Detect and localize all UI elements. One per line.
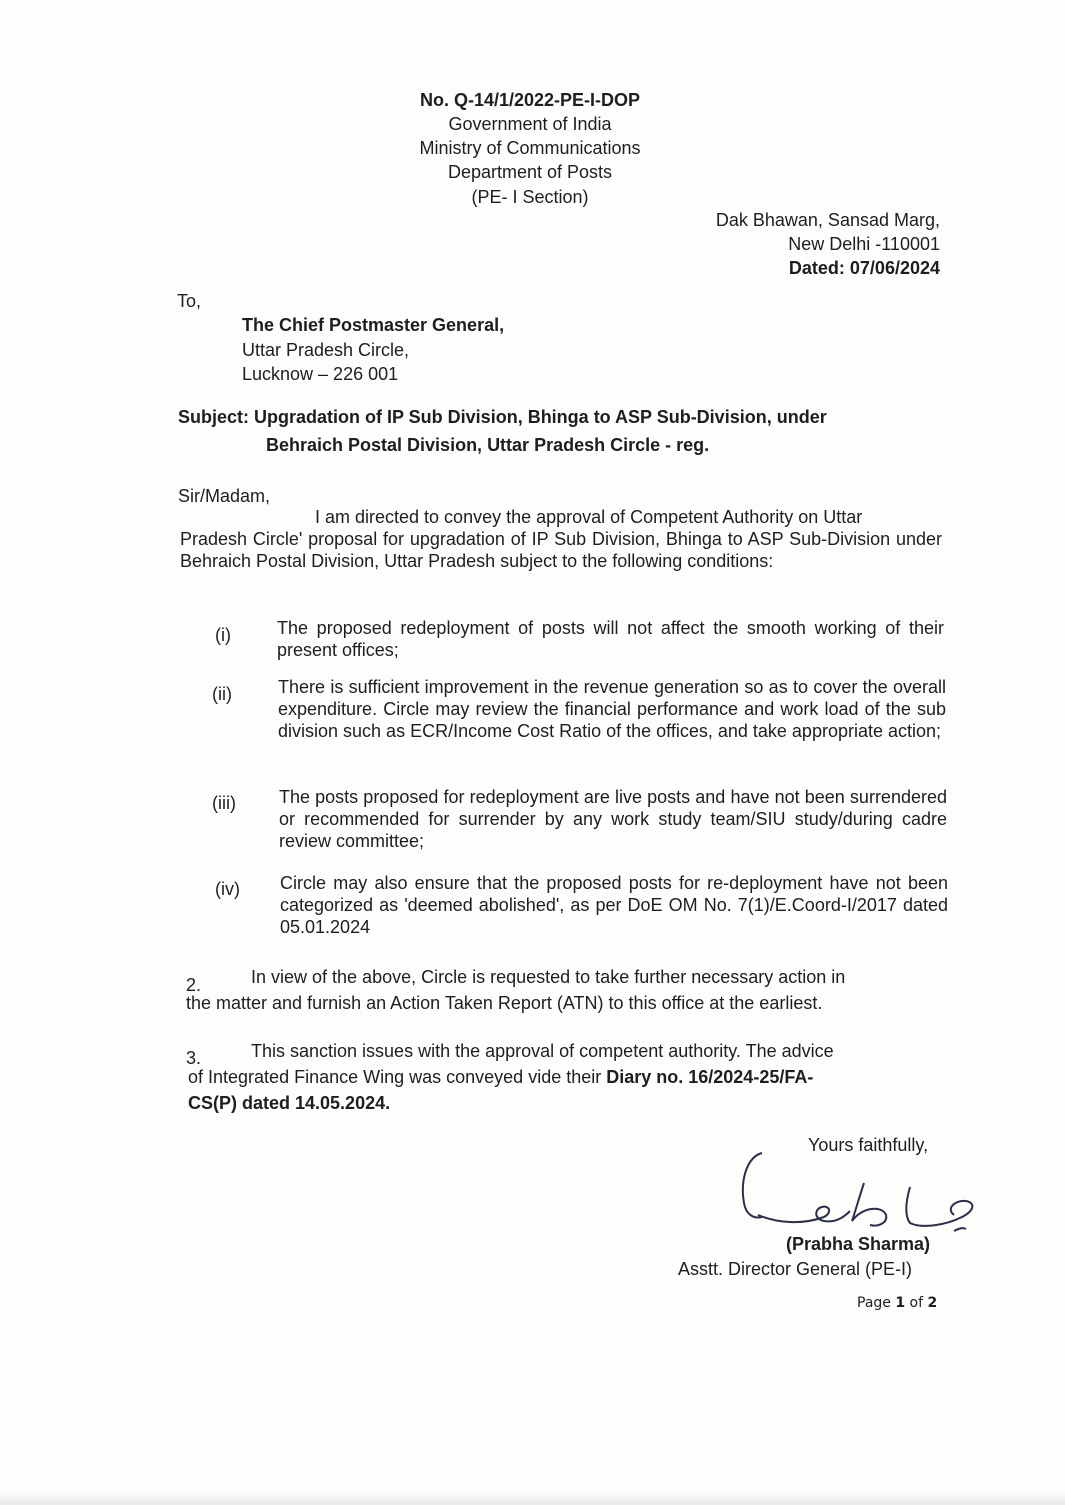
condition-text: The proposed redeployment of posts will not affect the smooth working of their present offices; [277,618,944,660]
government-line: Government of India [448,114,612,134]
recipient-line-1: Uttar Pradesh Circle, [242,340,410,360]
page-prefix: Page [857,1295,896,1311]
page-separator: of [905,1295,928,1311]
scan-edge [0,1491,1065,1505]
para-3-text: of Integrated Finance Wing was conveyed vide their [188,1067,607,1087]
signature-icon [732,1145,982,1240]
condition-number: (iii) [212,793,236,813]
subject-line-2: Behraich Postal Division, Uttar Pradesh Circle - reg. [266,435,710,455]
page-number [857,1295,937,1311]
condition-text: Circle may also ensure that the proposed posts for re-deployment have not been categorized as 'deemed abolished', as per DoE OM No. 7(1)/E.Coord-I/2017 dated 05.01.2024 [280,873,948,937]
diary-reference: Diary no. 16/2024-25/FA- [606,1067,814,1087]
para-3-number: 3. [186,1048,202,1068]
condition-text: There is sufficient improvement in the revenue generation so as to cover the overall expenditure. Circle may review the financial performance and work load of the sub division such as ECR/Income Cost Ratio of the offices, and take appropriate action; [278,677,946,741]
yours-faithfully: Yours faithfully, [808,1135,929,1155]
file-number: No. Q-14/1/2022-PE-I-DOP [419,90,641,110]
salutation: Sir/Madam, [178,486,271,506]
para-2-line-1: In view of the above, Circle is requested to take further necessary action in [251,967,846,987]
subject-line-1: Subject: Upgradation of IP Sub Division, Bhinga to ASP Sub-Division, under [178,407,827,427]
to-label: To, [177,291,202,311]
para-2-line-2: the matter and furnish an Action Taken Report (ATN) to this office at the earliest. [186,993,823,1013]
page-total: 2 [927,1295,938,1311]
signatory-name: (Prabha Sharma) [786,1234,931,1254]
intro-first-line: I am directed to convey the approval of Competent Authority on Uttar [315,507,863,527]
intro-paragraph: Pradesh Circle' proposal for upgradation of IP Sub Division, Bhinga to ASP Sub-Division under Behraich Postal Division, Uttar Pradesh subject to the following conditions: [180,529,942,571]
para-2-number: 2. [186,975,202,995]
date-line: Dated: 07/06/2024 [788,258,940,278]
address-line-1: Dak Bhawan, Sansad Marg, [715,210,940,230]
section-line: (PE- I Section) [471,187,589,207]
recipient-line-2: Lucknow – 226 001 [242,364,399,384]
condition-number: (ii) [212,684,232,704]
signatory-designation: Asstt. Director General (PE-I) [678,1259,913,1279]
condition-text: The posts proposed for redeployment are live posts and have not been surrendered or recommended for surrender by any work study team/SIU study/during cadre review committee; [279,787,947,851]
para-3-line-2 [188,1066,813,1088]
page-current: 1 [895,1295,906,1311]
address-line-2: New Delhi -110001 [788,234,940,254]
ministry-line: Ministry of Communications [419,138,641,158]
para-3-line-1: This sanction issues with the approval of competent authority. The advice [251,1041,834,1061]
department-line: Department of Posts [447,162,613,182]
recipient-title: The Chief Postmaster General, [242,315,505,335]
diary-reference-date: CS(P) dated 14.05.2024. [188,1093,391,1113]
condition-number: (i) [215,625,231,645]
condition-number: (iv) [215,879,240,899]
